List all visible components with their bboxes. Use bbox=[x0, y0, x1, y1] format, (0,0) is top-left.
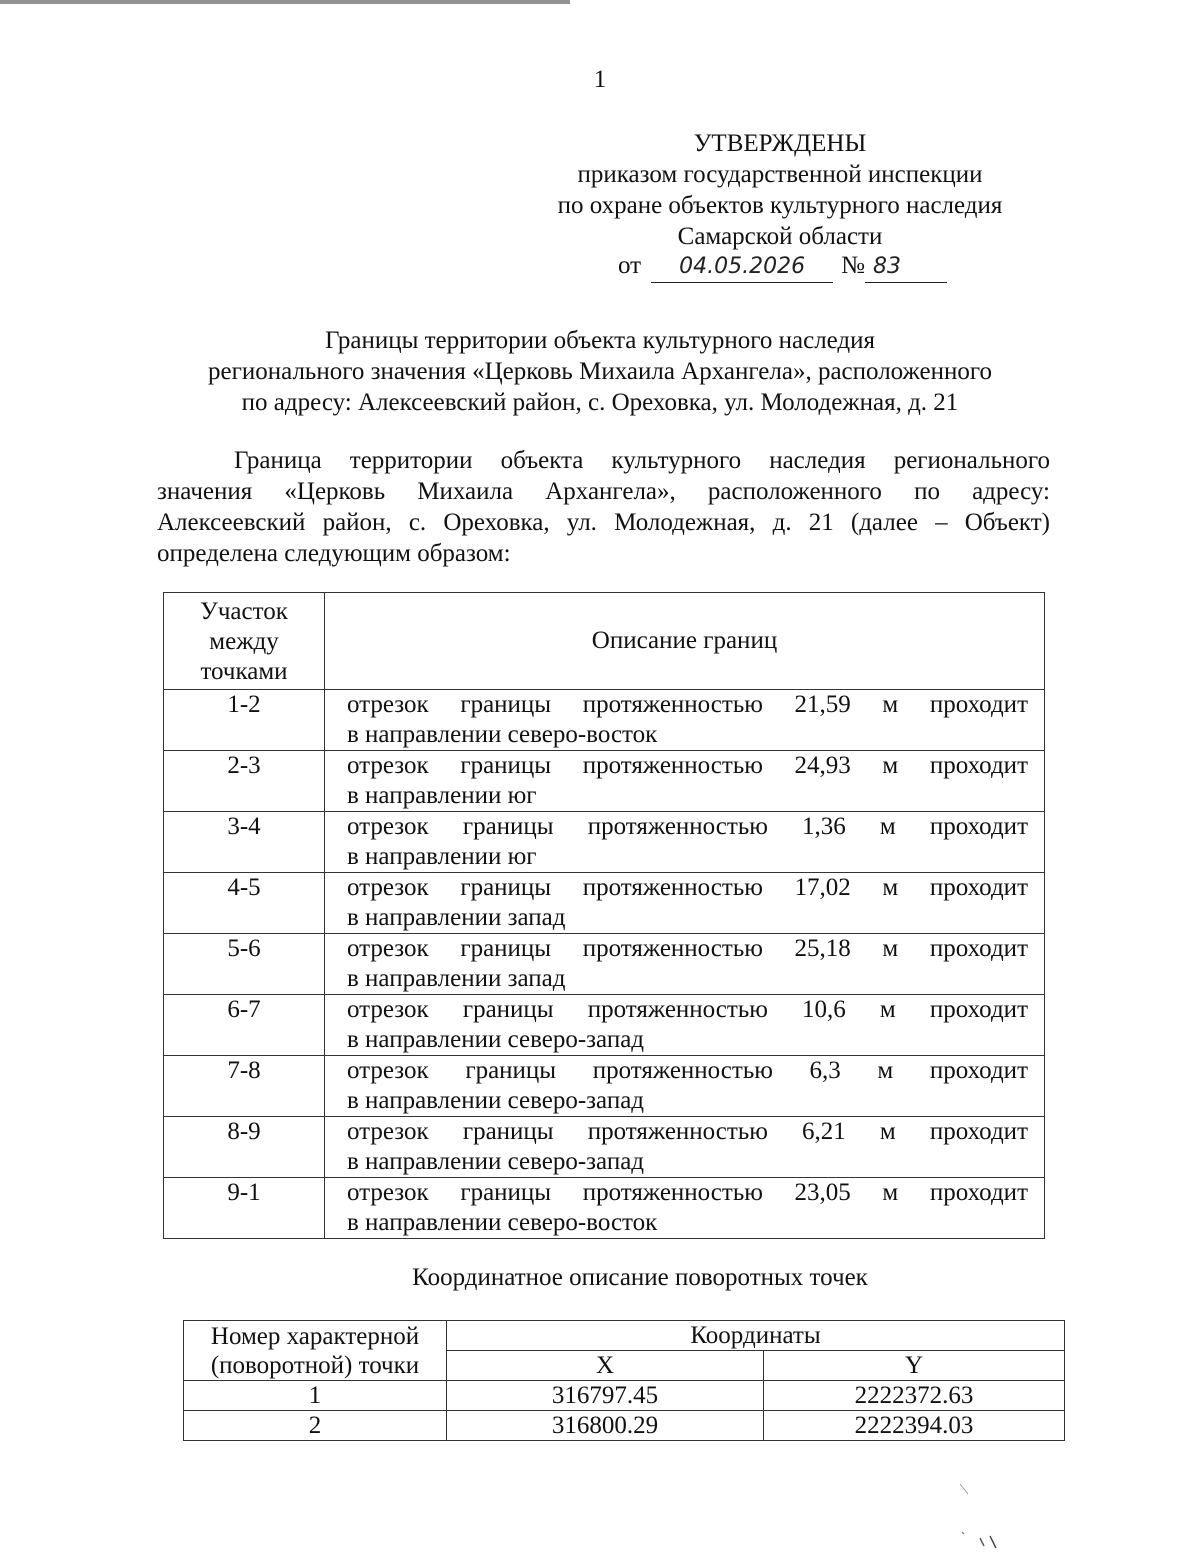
coordinates-title: Координатное описание поворотных точек bbox=[412, 1264, 868, 1291]
table-row bbox=[184, 1411, 1065, 1441]
header-segment-line-3: точками bbox=[200, 658, 288, 685]
approval-line-3: Самарской области bbox=[677, 223, 883, 250]
segment-cell: 5-6 bbox=[164, 934, 325, 995]
boundaries-table-header bbox=[164, 593, 1045, 690]
page-number: 1 bbox=[593, 66, 607, 93]
handwritten-number: 83 bbox=[865, 251, 947, 283]
description-line-1: отрезок границы протяженностью 21,59 м проходит bbox=[347, 691, 1028, 718]
x-coordinate-cell: 316800.29 bbox=[447, 1411, 764, 1441]
table-row bbox=[164, 873, 1045, 934]
description-cell bbox=[325, 873, 1045, 934]
table-row bbox=[184, 1381, 1065, 1411]
intro-line-1: Граница территории объекта культурного наследия регионального bbox=[234, 447, 1050, 474]
coordinates-header-row-1 bbox=[184, 1321, 1065, 1351]
table-row bbox=[164, 812, 1045, 873]
description-line-2: в направлении юг bbox=[347, 843, 537, 870]
description-line-1: отрезок границы протяженностью 25,18 м проходит bbox=[347, 935, 1028, 962]
segment-cell: 1-2 bbox=[164, 690, 325, 751]
table-row bbox=[164, 690, 1045, 751]
coordinates-table bbox=[183, 1320, 1065, 1441]
header-y: Y bbox=[764, 1351, 1065, 1381]
segment-cell: 6-7 bbox=[164, 995, 325, 1056]
segment-cell: 8-9 bbox=[164, 1117, 325, 1178]
description-line-1: отрезок границы протяженностью 1,36 м проходит bbox=[347, 813, 1028, 840]
description-line-2: в направлении северо-восток bbox=[347, 1209, 658, 1236]
description-line-2: в направлении северо-запад bbox=[347, 1026, 645, 1053]
header-segment bbox=[164, 593, 325, 690]
segment-cell: 2-3 bbox=[164, 751, 325, 812]
scan-artifact-line bbox=[0, 0, 570, 4]
description-cell bbox=[325, 934, 1045, 995]
x-coordinate-cell: 316797.45 bbox=[447, 1381, 764, 1411]
description-cell bbox=[325, 995, 1045, 1056]
segment-cell: 3-4 bbox=[164, 812, 325, 873]
y-coordinate-cell: 2222394.03 bbox=[764, 1411, 1065, 1441]
description-line-1: отрезок границы протяженностью 10,6 м проходит bbox=[347, 996, 1028, 1023]
intro-line-3: Алексеевский район, с. Ореховка, ул. Молодежная, д. 21 (далее – Объект) bbox=[157, 509, 1050, 536]
boundaries-table bbox=[163, 592, 1045, 1239]
table-row bbox=[164, 995, 1045, 1056]
description-line-2: в направлении северо-восток bbox=[347, 721, 658, 748]
description-line-2: в направлении запад bbox=[347, 904, 566, 931]
header-x: X bbox=[447, 1351, 764, 1381]
header-coordinates: Координаты bbox=[447, 1321, 1065, 1351]
description-cell bbox=[325, 812, 1045, 873]
intro-line-4: определена следующим образом: bbox=[157, 540, 511, 567]
approval-line-2: по охране объектов культурного наследия bbox=[557, 192, 1003, 219]
approval-heading: УТВЕРЖДЕНЫ bbox=[693, 130, 867, 157]
table-row bbox=[164, 1117, 1045, 1178]
description-line-1: отрезок границы протяженностью 24,93 м проходит bbox=[347, 752, 1028, 779]
segment-cell: 7-8 bbox=[164, 1056, 325, 1117]
description-line-2: в направлении юг bbox=[347, 782, 537, 809]
description-line-1: отрезок границы протяженностью 23,05 м проходит bbox=[347, 1179, 1028, 1206]
intro-paragraph bbox=[157, 445, 1050, 569]
description-cell bbox=[325, 1117, 1045, 1178]
number-sign: № bbox=[841, 252, 865, 279]
handwritten-date: 04.05.2026 bbox=[651, 251, 833, 283]
description-cell bbox=[325, 690, 1045, 751]
segment-cell: 4-5 bbox=[164, 873, 325, 934]
description-line-1: отрезок границы протяженностью 6,21 м проходит bbox=[347, 1118, 1028, 1145]
segment-cell: 9-1 bbox=[164, 1178, 325, 1239]
approval-date-line bbox=[618, 250, 947, 283]
point-number-cell: 2 bbox=[184, 1411, 447, 1441]
document-title bbox=[0, 325, 1200, 418]
table-row bbox=[164, 1056, 1045, 1117]
date-prefix: от bbox=[618, 252, 642, 279]
header-segment-line-2: между bbox=[209, 628, 279, 655]
title-line-1: Границы территории объекта культурного наследия bbox=[324, 327, 876, 354]
approval-line-1: приказом государственной инспекции bbox=[577, 161, 983, 188]
description-cell bbox=[325, 1178, 1045, 1239]
y-coordinate-cell: 2222372.63 bbox=[764, 1381, 1065, 1411]
header-point bbox=[184, 1321, 447, 1381]
description-cell bbox=[325, 751, 1045, 812]
intro-line-2: значения «Церковь Михаила Архангела», расположенного по адресу: bbox=[157, 478, 1050, 505]
approval-block bbox=[520, 128, 1040, 252]
header-point-line-1: Номер характерной bbox=[210, 1322, 420, 1350]
title-line-3: по адресу: Алексеевский район, с. Ореховка, ул. Молодежная, д. 21 bbox=[241, 389, 959, 416]
title-line-2: регионального значения «Церковь Михаила Архангела», расположенного bbox=[208, 358, 992, 385]
header-description: Описание границ bbox=[325, 593, 1045, 690]
description-line-1: отрезок границы протяженностью 17,02 м проходит bbox=[347, 874, 1028, 901]
table-row bbox=[164, 1178, 1045, 1239]
description-line-2: в направлении северо-запад bbox=[347, 1087, 645, 1114]
header-segment-line-1: Участок bbox=[200, 598, 288, 625]
description-line-2: в направлении северо-запад bbox=[347, 1148, 645, 1175]
header-point-line-2: (поворотной) точки bbox=[210, 1351, 420, 1379]
scan-mark bbox=[950, 1480, 1010, 1560]
point-number-cell: 1 bbox=[184, 1381, 447, 1411]
description-line-2: в направлении запад bbox=[347, 965, 566, 992]
description-line-1: отрезок границы протяженностью 6,3 м проходит bbox=[347, 1057, 1028, 1084]
table-row bbox=[164, 934, 1045, 995]
description-cell bbox=[325, 1056, 1045, 1117]
table-row bbox=[164, 751, 1045, 812]
